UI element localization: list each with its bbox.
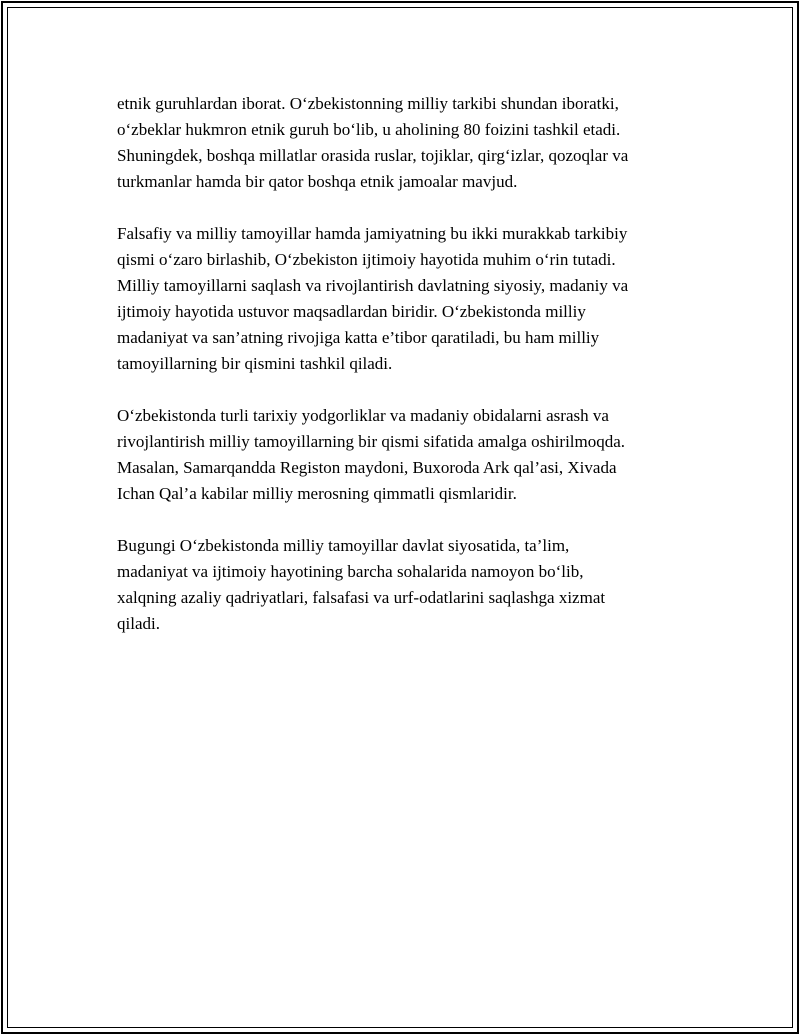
text-line: o‘zbeklar hukmron etnik guruh bo‘lib, u aholining 80 foizini tashkil etadi. — [117, 120, 621, 139]
text-line: O‘zbekistonda turli tarixiy yodgorliklar va madaniy obidalarni asrash va — [117, 406, 609, 425]
text-line: Shuningdek, boshqa millatlar orasida ruslar, tojiklar, qirg‘izlar, qozoqlar va — [117, 146, 629, 165]
text-line: Ichan Qal’a kabilar milliy merosning qimmatli qismlaridir. — [117, 484, 517, 503]
paragraph-1 — [117, 91, 683, 195]
text-line: madaniyat va ijtimoiy hayotining barcha sohalarida namoyon bo‘lib, — [117, 562, 584, 581]
text-line: qismi o‘zaro birlashib, O‘zbekiston ijtimoiy hayotida muhim o‘rin tutadi. — [117, 250, 616, 269]
text-line: Falsafiy va milliy tamoyillar hamda jamiyatning bu ikki murakkab tarkibiy — [117, 224, 628, 243]
text-line: turkmanlar hamda bir qator boshqa etnik jamoalar mavjud. — [117, 172, 518, 191]
text-line: ijtimoiy hayotida ustuvor maqsadlardan biridir. O‘zbekistonda milliy — [117, 302, 586, 321]
text-line: xalqning azaliy qadriyatlari, falsafasi va urf-odatlarini saqlashga xizmat — [117, 588, 606, 607]
text-line: Bugungi O‘zbekistonda milliy tamoyillar davlat siyosatida, ta’lim, — [117, 536, 570, 555]
paragraph-4 — [117, 533, 683, 637]
text-line: qiladi. — [117, 614, 160, 633]
text-line: Masalan, Samarqandda Registon maydoni, Buxoroda Ark qal’asi, Xivada — [117, 458, 617, 477]
text-line: rivojlantirish milliy tamoyillarning bir qismi sifatida amalga oshirilmoqda. — [117, 432, 626, 451]
text-line: etnik guruhlardan iborat. O‘zbekistonning milliy tarkibi shundan iboratki, — [117, 94, 619, 113]
paragraph-3 — [117, 403, 683, 507]
text-line: tamoyillarning bir qismini tashkil qiladi. — [117, 354, 393, 373]
text-line: Milliy tamoyillarni saqlash va rivojlantirish davlatning siyosiy, madaniy va — [117, 276, 629, 295]
paragraph-2 — [117, 221, 683, 377]
text-line: madaniyat va san’atning rivojiga katta e’tibor qaratiladi, bu ham milliy — [117, 328, 600, 347]
document-body — [117, 91, 683, 637]
